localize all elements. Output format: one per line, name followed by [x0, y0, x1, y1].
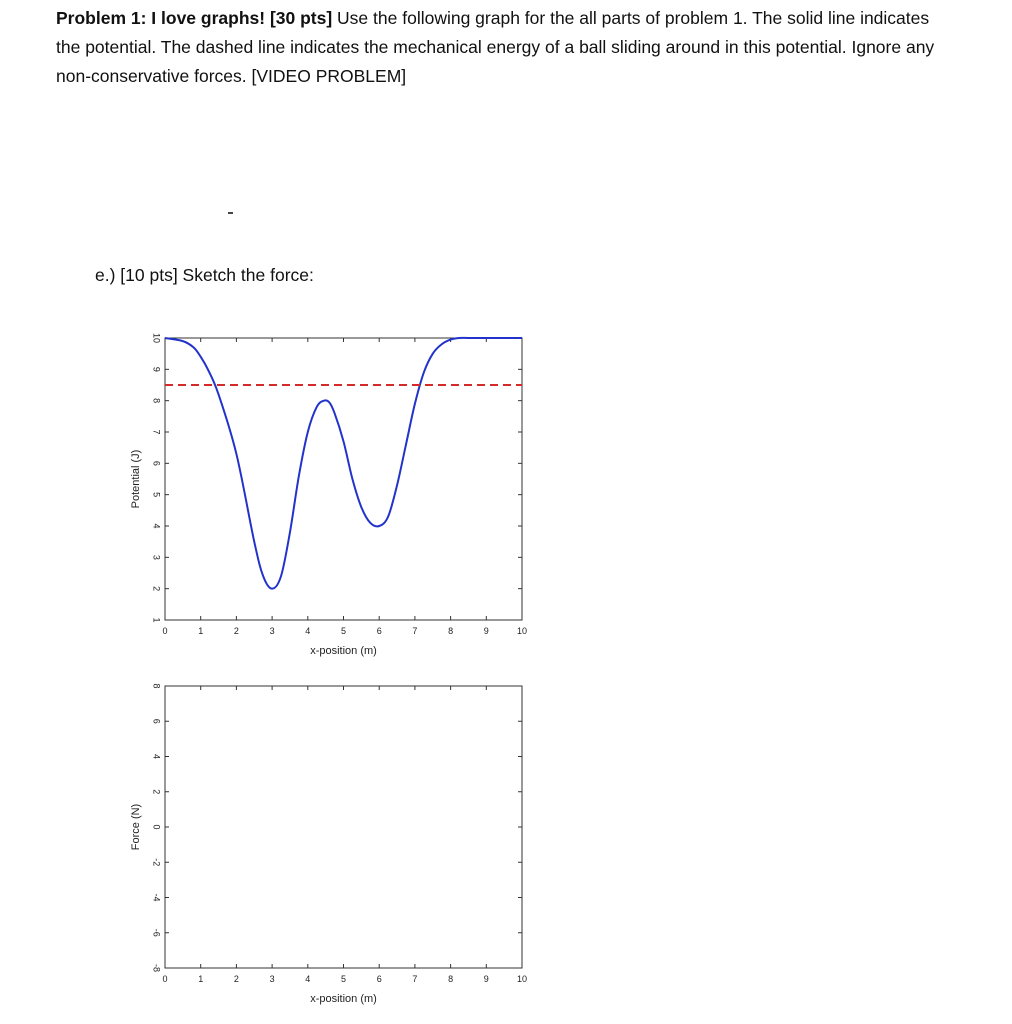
problem-text: Use the following graph for the all parts of problem 1. The solid line indicates the potential. The dashed line indicates the mechanical energy of a ball sliding around in this potential. Ignore any non-conservative forces. [VIDEO PROBLEM]: [56, 8, 935, 86]
chart2-x-tick-label: 6: [376, 974, 382, 984]
chart1-x-tick-label: 1: [198, 626, 204, 636]
chart2-x-tick-label: 5: [340, 974, 347, 984]
chart1-y-tick-label: 8: [151, 398, 162, 404]
chart2-x-tick-label: 0: [162, 974, 168, 984]
chart1-x-tick-label: 6: [376, 626, 382, 636]
chart1-x-tick-label: 0: [162, 626, 168, 636]
chart2-x-tick-label: 4: [305, 974, 311, 984]
chart2-x-tick-label: 10: [516, 974, 528, 984]
chart2-y-axis-label: Force (N): [129, 803, 142, 851]
chart1-y-axis-label: Potential (J): [129, 449, 142, 509]
chart2-y-tick-label: 2: [151, 789, 162, 795]
chart1-y-tick-label: 7: [151, 429, 162, 435]
chart1-x-axis-label: x-position (m): [310, 645, 377, 657]
chart1-y-tick-label: 6: [151, 460, 162, 466]
chart1-y-tick-label: 4: [151, 523, 162, 529]
chart1-y-tick-label: 10: [151, 332, 162, 344]
chart1-x-tick-label: 9: [483, 626, 489, 636]
chart2-y-tick-label: -4: [151, 893, 162, 902]
chart1-y-tick-label: 9: [151, 366, 162, 372]
chart1-plot-frame: [165, 338, 522, 620]
chart2-x-tick-label: 9: [483, 974, 489, 984]
chart2-x-tick-label: 1: [198, 974, 204, 984]
problem-title: Problem 1: I love graphs! [30 pts]: [56, 8, 333, 28]
chart1-y-tick-label: 5: [151, 492, 162, 498]
chart2-x-tick-label: 2: [233, 974, 239, 984]
chart1-x-tick-label: 2: [233, 626, 239, 636]
chart2-plot-frame: [165, 686, 522, 968]
chart2-x-tick-label: 3: [269, 974, 275, 984]
chart1-x-tick-label: 5: [340, 626, 347, 636]
chart1-y-tick-label: 2: [151, 586, 162, 592]
chart1-potential-curve: [165, 338, 522, 589]
chart1-y-tick-label: 1: [151, 617, 162, 623]
part-e-label: e.) [10 pts] Sketch the force:: [95, 265, 314, 285]
chart1-y-tick-label: 3: [151, 554, 162, 560]
chart1-x-tick-label: 4: [305, 626, 311, 636]
chart2-x-axis-label: x-position (m): [310, 993, 377, 1005]
chart2-y-tick-label: 6: [151, 718, 162, 724]
chart2-y-tick-label: 4: [151, 753, 162, 760]
chart2-x-tick-label: 7: [412, 974, 418, 984]
chart1-x-tick-label: 10: [516, 626, 528, 636]
chart1-x-tick-label: 8: [448, 626, 454, 636]
chart2-x-tick-label: 8: [448, 974, 454, 984]
chart2-y-tick-label: -6: [151, 928, 162, 937]
chart2-y-tick-label: 0: [151, 824, 162, 830]
chart1-x-tick-label: 3: [269, 626, 275, 636]
chart2-y-tick-label: 8: [151, 683, 162, 689]
chart2-y-tick-label: -8: [151, 963, 162, 973]
chart1-x-tick-label: 7: [412, 626, 418, 636]
chart2-y-tick-label: -2: [151, 858, 162, 867]
